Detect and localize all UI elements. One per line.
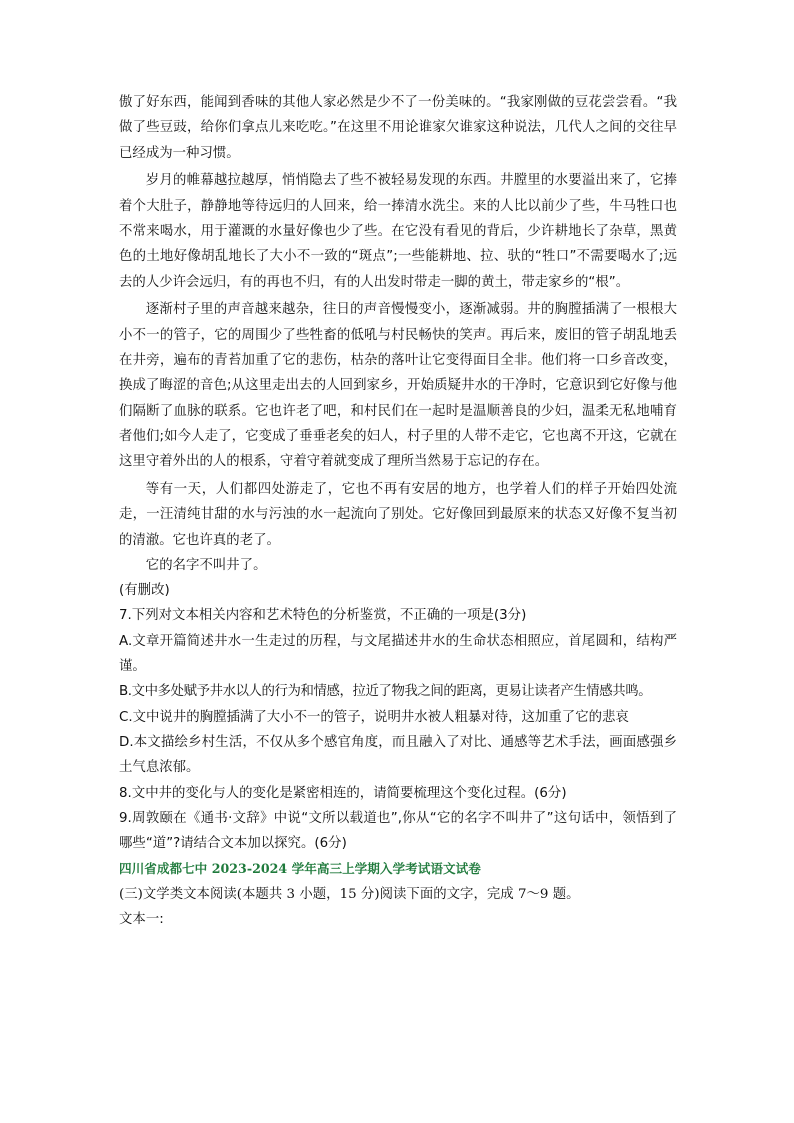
paragraph-1: 岁月的帷幕越拉越厚，悄悄隐去了些不被轻易发现的东西。井膛里的水要溢出来了，它捧着个大肚子，静静地等待远归的人回来，给一捧清水洗尘。来的人比以前少了些，牛马牲口也不常来喝水，用于灌溉的水量好像也少了些。在它没有看见的背后，少许耕地长了杂草，黑黄色的土地好像胡乱地长了大小不一致的“斑点”;一些能耕地、拉、驮的“牲口”不需要喝水了;远去的人少许会远归，有的再也不归，有的人出发时带走一脚的黄土，带走家乡的“根”。 <box>119 173 677 290</box>
question-8: 8.文中井的变化与人的变化是紧密相连的，请简要梳理这个变化过程。(6分) <box>119 785 567 801</box>
document-page <box>119 90 677 932</box>
question-7-option-a: A.文章开篇简述井水一生走过的历程，与文尾描述井水的生命状态相照应，首尾圆和，结构严谨。 <box>119 633 677 675</box>
text-one-label: 文本一: <box>119 912 164 927</box>
question-9 <box>119 806 677 857</box>
question-9-part-2: ”这句话中，领悟到了哪些“道”?请结合文本加以探究。(6分) <box>119 810 677 852</box>
question-7-option-d: D.本文描绘乡村生活，不仅从多个感官角度，而且融入了对比、通感等艺术手法，画面感强乡土气息浓郁。 <box>119 734 677 776</box>
revision-note: (有删改) <box>119 583 170 599</box>
source-title: 四川省成都七中 2023-2024 学年高三上学期入学考试语文试卷 <box>119 861 481 877</box>
question-7-option-c: C.文中说井的胸膛插满了大小不一的管子，说明井水被人粗暴对待，这加重了它的悲哀 <box>119 709 629 725</box>
question-7-option-b: B.文中多处赋予井水以人的行为和情感，拉近了物我之间的距离，更易让读者产生情感共鸣。 <box>119 684 652 700</box>
paragraph-3: 等有一天，人们都四处游走了，它也不再有安居的地方，也学着人们的样子开始四处流走，一汪清纯甘甜的水与污浊的水一起流向了别处。它好像回到最原来的状态又好像不复当初的清澈。它也许真的老了。 <box>119 481 677 548</box>
paragraph-2: 逐渐村子里的声音越来越杂，往日的声音慢慢变小，逐渐减弱。井的胸膛插满了一根根大小不一的管子，它的周围少了些牲畜的低吼与村民畅快的笑声。再后来，废旧的管子胡乱地丢在井旁，遍布的青苔加重了它的悲伤，枯杂的落叶让它变得面目全非。他们将一口乡音改变，换成了晦涩的音色;从这里走出去的人回到家乡，开始质疑井水的干净时，它意识到它好像与他们隔断了血脉的联系。它也许老了吧，和村民们在一起时是温顺善良的少妇，温柔无私地哺育者他们;如今人走了，它变成了垂垂老矣的妇人，村子里的人带不走它，它也离不开这，它就在这里守着外出的人的根系，守着守着就变成了理所当然易于忘记的存在。 <box>119 302 677 470</box>
paragraph-4: 它的名字不叫井了。 <box>145 557 267 573</box>
question-7-stem: 7.下列对文本相关内容和艺术特色的分析鉴赏，不正确的一项是(3分) <box>119 608 527 624</box>
question-9-quote: 它的名字不叫井了 <box>436 810 547 826</box>
section-heading: (三)文学类文本阅读(本题共 3 小题，15 分)阅读下面的文字，完成 7～9 题。 <box>119 886 580 902</box>
paragraph-0: 傲了好东西，能闻到香味的其他人家必然是少不了一份美味的。“我家刚做的豆花尝尝看。“我做了些豆豉，给你们拿点儿来吃吃。”在这里不用论谁家欠谁家这种说法，几代人之间的交往早已经成为一种习惯。 <box>119 95 677 161</box>
question-9-part-1: 9.周敦颐在《通书·文辞》中说“文所以载道也”,你从“ <box>119 810 437 826</box>
